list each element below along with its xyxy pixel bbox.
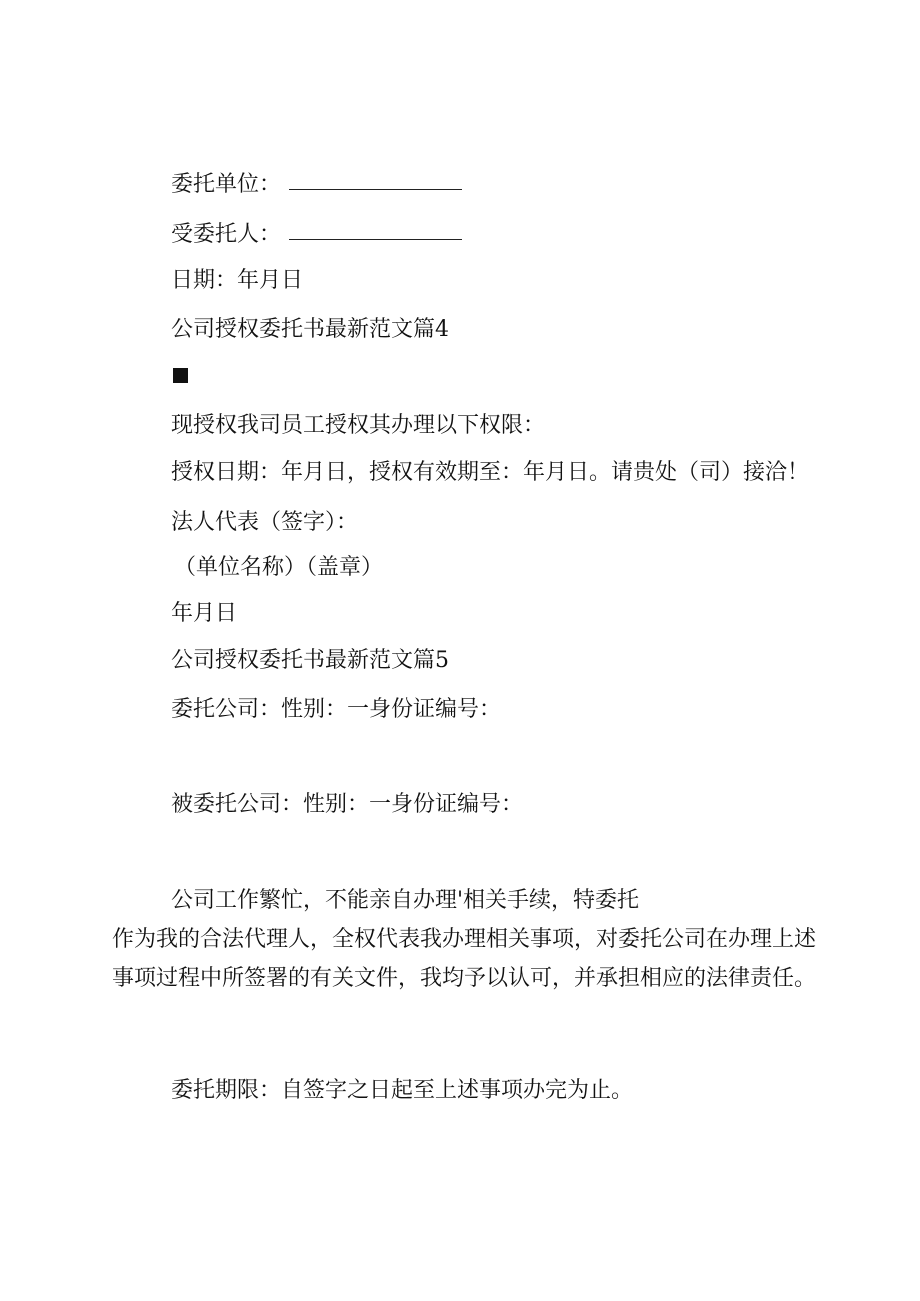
section5-body	[112, 881, 822, 998]
agent-line	[171, 220, 462, 250]
date-line: 日期：年月日	[171, 268, 304, 293]
section5-client: 委托公司：性别：一身份证编号：	[171, 697, 502, 722]
section4-legal-rep: 法人代表（签字）：	[171, 510, 359, 535]
section5-title: 公司授权委托书最新范文篇5	[171, 648, 449, 673]
section4-intro: 现授权我司员工授权其办理以下权限：	[171, 413, 546, 438]
agent-label: 受委托人：	[171, 222, 282, 247]
client-unit-line	[171, 170, 462, 200]
client-unit-label: 委托单位：	[171, 172, 282, 197]
section5-body-first: 公司工作繁忙，不能亲自办理'相关手续，特委托	[171, 888, 640, 913]
agent-blank	[289, 238, 462, 240]
section5-term: 委托期限：自签字之日起至上述事项办完为止。	[171, 1078, 634, 1103]
section4-dates: 授权日期：年月日，授权有效期至：年月日。请贵处（司）接洽！	[171, 460, 810, 485]
section5-body-rest: 作为我的合法代理人，全权代表我办理相关事项，对委托公司在办理上述事项过程中所签署的有关文件，我均予以认可，并承担相应的法律责任。	[112, 927, 817, 991]
client-unit-blank	[289, 188, 462, 190]
section4-title: 公司授权委托书最新范文篇4	[171, 317, 449, 342]
section4-date: 年月日	[171, 601, 238, 626]
square-marker	[173, 368, 188, 383]
section4-unit: （单位名称）（盖章）	[174, 555, 384, 580]
section5-agent: 被委托公司：性别：一身份证编号：	[171, 792, 524, 817]
